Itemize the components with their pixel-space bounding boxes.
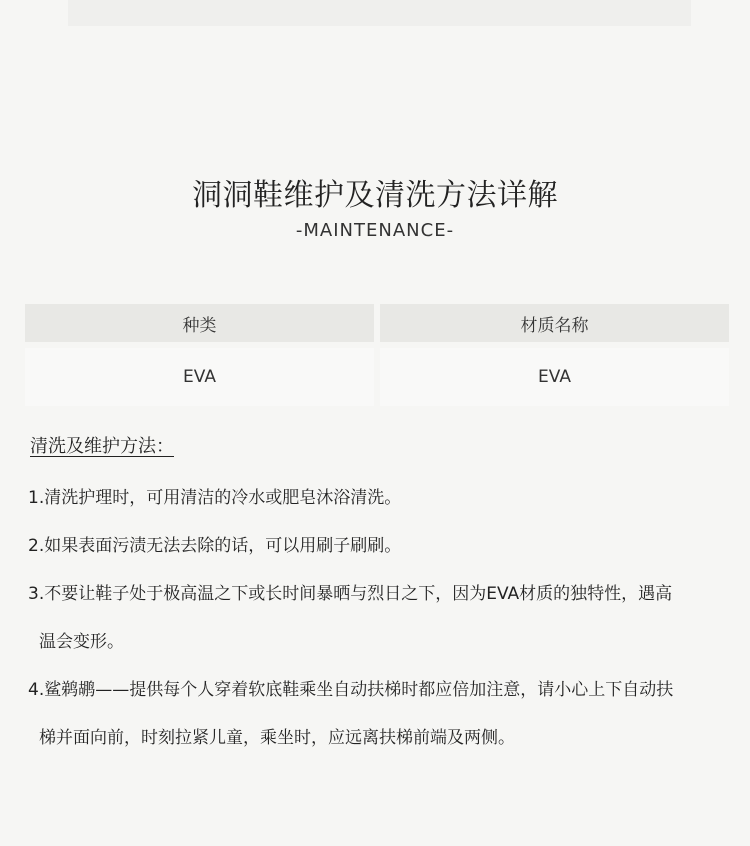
table-cell-material: EVA xyxy=(380,348,729,406)
care-steps xyxy=(28,474,718,762)
step-3-line-2: 温会变形。 xyxy=(39,632,124,652)
step-1: 1.清洗护理时，可用清洁的冷水或肥皂沐浴清洗。 xyxy=(28,488,402,508)
page-subtitle: -MAINTENANCE- xyxy=(295,220,455,241)
care-heading: 清洗及维护方法： xyxy=(30,436,174,457)
table-cell-type: EVA xyxy=(25,348,374,406)
step-4-line-1: 4.鲨鹈鹕——提供每个人穿着软底鞋乘坐自动扶梯时都应倍加注意，请小心上下自动扶 xyxy=(28,680,674,700)
spec-table xyxy=(25,304,729,406)
table-header-material: 材质名称 xyxy=(380,304,729,342)
step-4-line-2: 梯并面向前，时刻拉紧儿童，乘坐时，应远离扶梯前端及两侧。 xyxy=(39,728,515,748)
top-banner-strip xyxy=(68,0,691,26)
table-header-type: 种类 xyxy=(25,304,374,342)
step-3-line-1: 3.不要让鞋子处于极高温之下或长时间暴晒与烈日之下，因为EVA材质的独特性，遇高 xyxy=(28,584,673,604)
step-2: 2.如果表面污渍无法去除的话，可以用刷子刷刷。 xyxy=(28,536,402,556)
page-title: 洞洞鞋维护及清洗方法详解 xyxy=(192,178,558,213)
